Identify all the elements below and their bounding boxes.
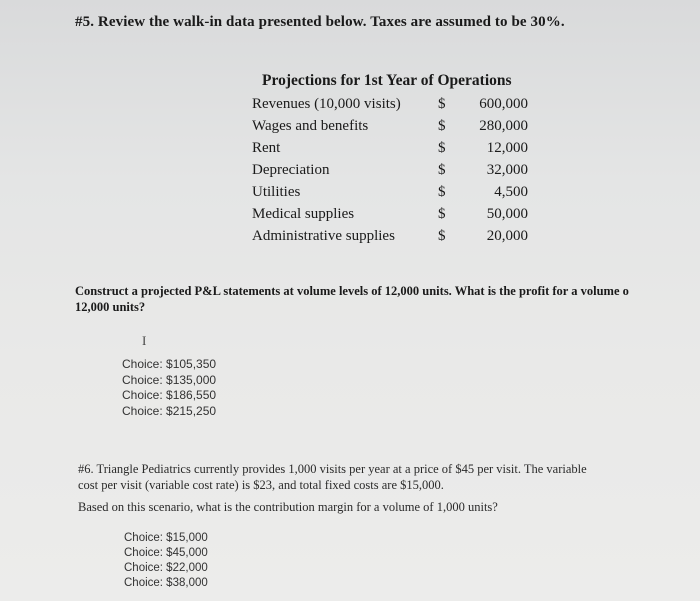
row-amount: 50,000 [486,206,528,222]
question-5-choice-d[interactable]: Choice: $215,250 [122,403,217,418]
projection-row-rent [252,140,542,162]
question-6-choices [124,531,208,591]
row-amount: 4,500 [494,184,528,200]
text-cursor-icon: I [142,333,147,348]
question-6-line-1: #6. Triangle Pediatrics currently provides 1,000 visits per year at a price of $45 per visit. The variable [78,462,587,476]
question-5-choice-b[interactable]: Choice: $135,000 [122,372,217,387]
row-amount: 280,000 [479,118,528,134]
row-amount: 20,000 [486,228,528,244]
row-amount: 12,000 [486,140,528,156]
row-currency: $ [438,184,446,200]
question-5-choices [122,357,216,419]
row-label: Revenues (10,000 visits) [252,96,401,112]
row-label: Depreciation [252,162,330,178]
question-6-choice-b[interactable]: Choice: $45,000 [124,547,208,559]
row-currency: $ [438,96,446,112]
projection-row-depreciation [252,162,542,184]
row-label: Administrative supplies [252,228,395,244]
projection-row-medical-supplies [252,206,542,228]
projection-row-administrative-supplies [252,228,542,250]
row-currency: $ [438,228,446,244]
question-6-choice-c[interactable]: Choice: $22,000 [124,562,208,574]
row-currency: $ [438,162,446,178]
row-label: Wages and benefits [252,118,369,134]
question-6-prompt [78,462,698,493]
question-5-choice-a[interactable]: Choice: $105,350 [122,357,217,371]
row-amount: 32,000 [486,162,528,178]
row-label: Utilities [252,184,301,200]
question-6-choice-d[interactable]: Choice: $38,000 [124,577,208,589]
row-currency: $ [438,206,446,222]
question-5-prompt-line-1: Construct a projected P&L statements at volume levels of 12,000 units. What is the profit for a volume o [75,284,629,298]
projection-row-wages [252,118,542,140]
question-5-title: #5. Review the walk-in data presented below. Taxes are assumed to be 30%. [75,14,565,30]
question-6-line-3: Based on this scenario, what is the contribution margin for a volume of 1,000 units? [78,500,498,514]
question-6-choice-a[interactable]: Choice: $15,000 [124,532,208,544]
question-6-line-2: cost per visit (variable cost rate) is $23, and total fixed costs are $15,000. [78,477,444,492]
row-currency: $ [438,118,446,134]
projection-row-utilities [252,184,542,206]
projection-row-revenues [252,96,542,118]
row-label: Medical supplies [252,206,355,222]
row-currency: $ [438,140,446,156]
question-5-prompt-line-2: 12,000 units? [75,300,146,314]
row-label: Rent [252,140,281,156]
projections-table-title: Projections for 1st Year of Operations [262,72,512,89]
question-5-choice-c[interactable]: Choice: $186,550 [122,388,217,402]
question-5-prompt [75,283,700,315]
row-amount: 600,000 [479,96,528,112]
